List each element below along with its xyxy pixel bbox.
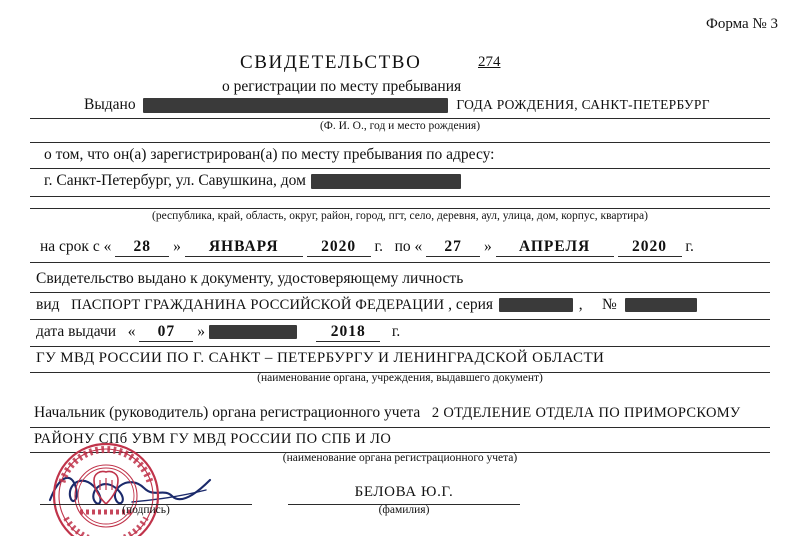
- page-title: СВИДЕТЕЛЬСТВО: [240, 52, 422, 73]
- period-prefix: на срок с: [40, 238, 100, 255]
- registration-statement: о том, что он(а) зарегистрирован(а) по месту пребывания по адресу:: [44, 146, 495, 163]
- number-label: №: [602, 296, 617, 313]
- address-row: [44, 172, 461, 190]
- redacted-name-block: [143, 98, 448, 113]
- to-month: АПРЕЛЯ: [496, 238, 614, 257]
- caption-signature: (подпись): [122, 504, 170, 516]
- quote-close-3: »: [197, 323, 205, 340]
- to-label: по: [394, 238, 411, 255]
- redacted-series: [499, 298, 573, 312]
- address-text: г. Санкт-Петербург, ул. Савушкина, дом: [44, 172, 306, 189]
- quote-close: »: [173, 238, 181, 255]
- series-label: , серия: [448, 296, 494, 313]
- vid-label: вид: [36, 296, 60, 313]
- issue-day: 07: [139, 323, 193, 342]
- rule-line: [30, 346, 770, 347]
- rule-line: [30, 319, 770, 320]
- from-month: ЯНВАРЯ: [185, 238, 303, 257]
- caption-registration-authority: (наименование органа регистрационного учета): [282, 452, 518, 464]
- identity-type-row: [36, 296, 697, 314]
- g-abbr-issue: г.: [391, 323, 401, 340]
- redacted-number: [625, 298, 697, 312]
- issue-year: 2018: [316, 323, 380, 342]
- rule-line: [30, 208, 770, 209]
- rule-line: [30, 168, 770, 169]
- from-year: 2020: [307, 238, 371, 257]
- signer-surname: БЕЛОВА Ю.Г.: [354, 484, 454, 500]
- caption-fio: (Ф. И. О., год и место рождения): [319, 120, 481, 132]
- redacted-issue-month: [209, 325, 297, 339]
- form-number: Форма № 3: [706, 16, 778, 32]
- issued-label: Выдано: [84, 96, 136, 113]
- issuing-authority: ГУ МВД РОССИИ ПО Г. САНКТ – ПЕТЕРБУРГУ И ЛЕНИНГРАДСКОЙ ОБЛАСТИ: [36, 350, 605, 366]
- rule-line: [30, 142, 770, 143]
- rule-line: [30, 292, 770, 293]
- to-day: 27: [426, 238, 480, 257]
- vid-value: ПАСПОРТ ГРАЖДАНИНА РОССИЙСКОЙ ФЕДЕРАЦИИ: [71, 297, 445, 313]
- issue-date-row: [36, 323, 400, 342]
- rule-line: [30, 427, 770, 428]
- chief-label: Начальник (руководитель) органа регистрационного учета: [34, 404, 421, 421]
- caption-address: (республика, край, область, округ, район, город, пгт, село, деревня, аул, улица, дом, корпус, квартира): [152, 210, 648, 222]
- redacted-address-block: [311, 174, 461, 189]
- chief-value-line1: 2 ОТДЕЛЕНИЕ ОТДЕЛА ПО ПРИМОРСКОМУ: [431, 405, 741, 421]
- to-year: 2020: [618, 238, 682, 257]
- chief-row: [34, 404, 740, 422]
- identity-intro: Свидетельство выдано к документу, удостоверяющему личность: [36, 270, 464, 287]
- quote-open-2: «: [414, 238, 423, 255]
- quote-open: «: [103, 238, 112, 255]
- period-row: [40, 238, 694, 257]
- rule-line: [30, 262, 770, 263]
- g-abbr-from: г.: [374, 238, 383, 255]
- quote-open-3: «: [127, 323, 136, 340]
- series-comma: ,: [578, 296, 583, 313]
- issued-tail-text: ГОДА РОЖДЕНИЯ, САНКТ-ПЕТЕРБУРГ: [456, 97, 710, 112]
- rule-line: [30, 196, 770, 197]
- quote-close-2: »: [484, 238, 492, 255]
- from-day: 28: [115, 238, 169, 257]
- chief-value-line2: РАЙОНУ СПб УВМ ГУ МВД РОССИИ ПО СПБ И ЛО: [34, 431, 392, 447]
- document-number: 274: [478, 54, 501, 70]
- g-abbr-to: г.: [685, 238, 694, 255]
- issue-date-label: дата выдачи: [36, 323, 117, 340]
- caption-issuing-authority: (наименование органа, учреждения, выдавшего документ): [257, 372, 543, 384]
- rule-line: [30, 118, 770, 119]
- issued-to-row: [84, 96, 710, 114]
- page-subtitle: о регистрации по месту пребывания: [222, 78, 462, 95]
- caption-surname: (фамилия): [378, 504, 430, 516]
